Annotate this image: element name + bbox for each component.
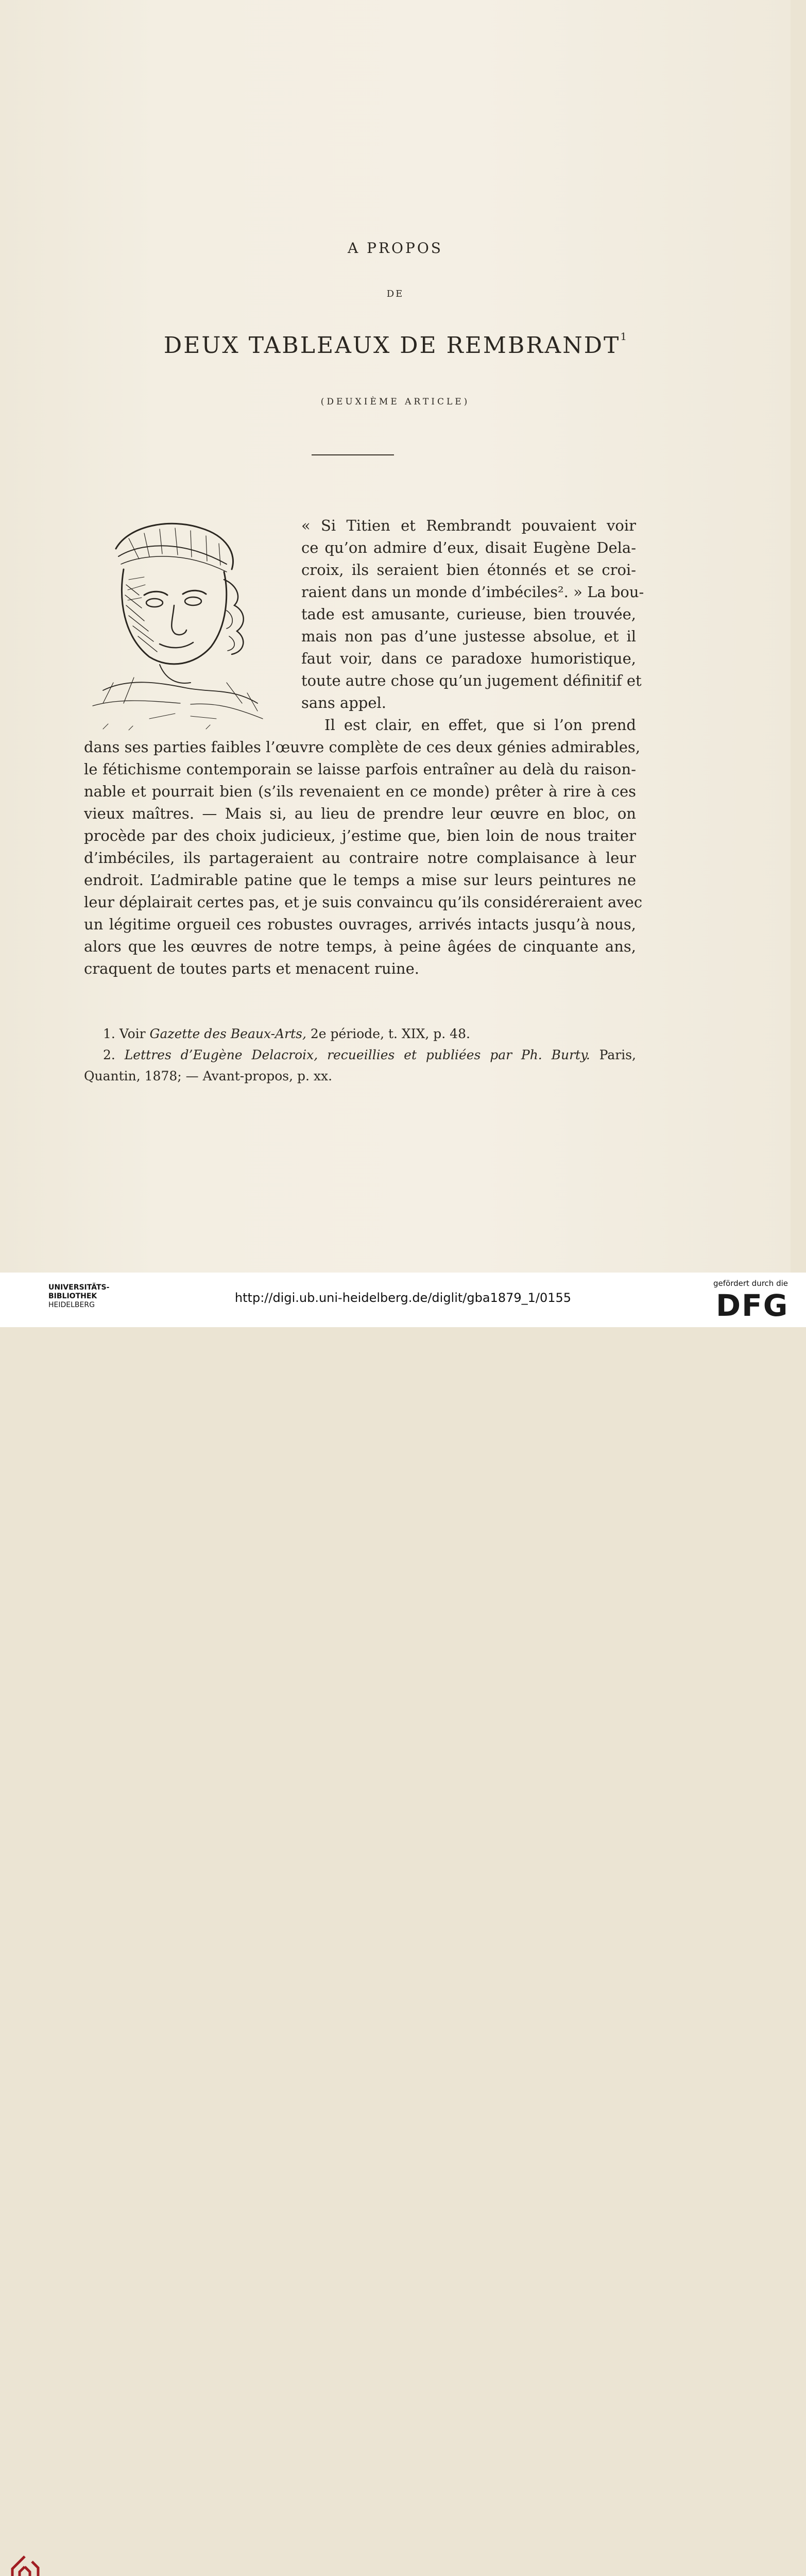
- dfg-logo: DFG: [716, 1288, 789, 1323]
- body-line: leur déplairait certes pas, et je suis convaincu qu’ils considéreraient avec: [84, 893, 643, 911]
- body-line: ce qu’on admire d’eux, disait Eugène Dela-: [301, 539, 636, 556]
- body-line: raient dans un monde d’imbéciles². » La bou-: [301, 583, 644, 601]
- body-line: dans ses parties faibles l’œuvre complète de ces deux génies admirables,: [84, 738, 641, 756]
- body-line: sans appel.: [301, 694, 387, 711]
- body-line: alors que les œuvres de notre temps, à peine âgées de cinquante ans,: [84, 938, 636, 955]
- footnote-2: 2. Lettres d’Eugène Delacroix, recueillies et publiées par Ph. Burty. Paris,: [103, 1047, 636, 1062]
- body-line: Il est clair, en effet, que si l’on prend: [324, 716, 636, 734]
- body-line: croix, ils seraient bien étonnés et se croi-: [301, 561, 636, 579]
- body-line: endroit. L’admirable patine que le temps a mise sur leurs peintures ne: [84, 871, 636, 889]
- page-title: [0, 332, 791, 359]
- article-subtitle: (DEUXIÈME ARTICLE): [320, 397, 470, 407]
- scanned-page: [0, 0, 791, 1273]
- rembrandt-portrait-engraving: [72, 507, 299, 734]
- body-line: un légitime orgueil ces robustes ouvrages, arrivés intacts jusqu’à nous,: [84, 916, 636, 933]
- title-de: DE: [386, 289, 404, 299]
- footnote-2-continued: Quantin, 1878; — Avant-propos, p. xx.: [84, 1069, 333, 1083]
- body-line: tade est amusante, curieuse, bien trouvée,: [301, 605, 636, 623]
- title-footnote-ref: 1: [620, 330, 627, 343]
- body-line: toute autre chose qu’un jugement définitif et: [301, 672, 642, 689]
- body-line: vieux maîtres. — Mais si, au lieu de prendre leur œuvre en bloc, on: [84, 805, 636, 822]
- body-line: faut voir, dans ce paradoxe humoristique,: [301, 650, 636, 667]
- funder-label: gefördert durch die: [713, 1279, 788, 1288]
- page-title-text: DEUX TABLEAUX DE REMBRANDT: [163, 332, 621, 359]
- body-line: « Si Titien et Rembrandt pouvaient voir: [301, 517, 636, 534]
- footnote-1: 1. Voir Gazette des Beaux-Arts, 2e période, t. XIX, p. 48.: [103, 1026, 470, 1041]
- body-line: d’imbéciles, ils partageraient au contraire notre complaisance à leur: [84, 849, 636, 867]
- body-line: procède par des choix judicieux, j’estime que, bien loin de nous traiter: [84, 827, 636, 844]
- permalink-url[interactable]: http://digi.ub.uni-heidelberg.de/diglit/gba1879_1/0155: [234, 1291, 572, 1305]
- body-line: mais non pas d’une justesse absolue, et il: [301, 628, 636, 645]
- title-divider: [312, 454, 394, 455]
- body-line: craquent de toutes parts et menacent ruine.: [84, 960, 419, 977]
- library-name: UNIVERSITÄTS- BIBLIOTHEK HEIDELBERG: [48, 1283, 110, 1309]
- body-line: nable et pourrait bien (s’ils revenaient en ce monde) prêter à rire à ces: [84, 783, 636, 800]
- title-a-propos: A PROPOS: [348, 240, 443, 257]
- library-logo-icon: [9, 2554, 41, 2576]
- body-line: le fétichisme contemporain se laisse parfois entraîner au delà du raison-: [84, 760, 636, 778]
